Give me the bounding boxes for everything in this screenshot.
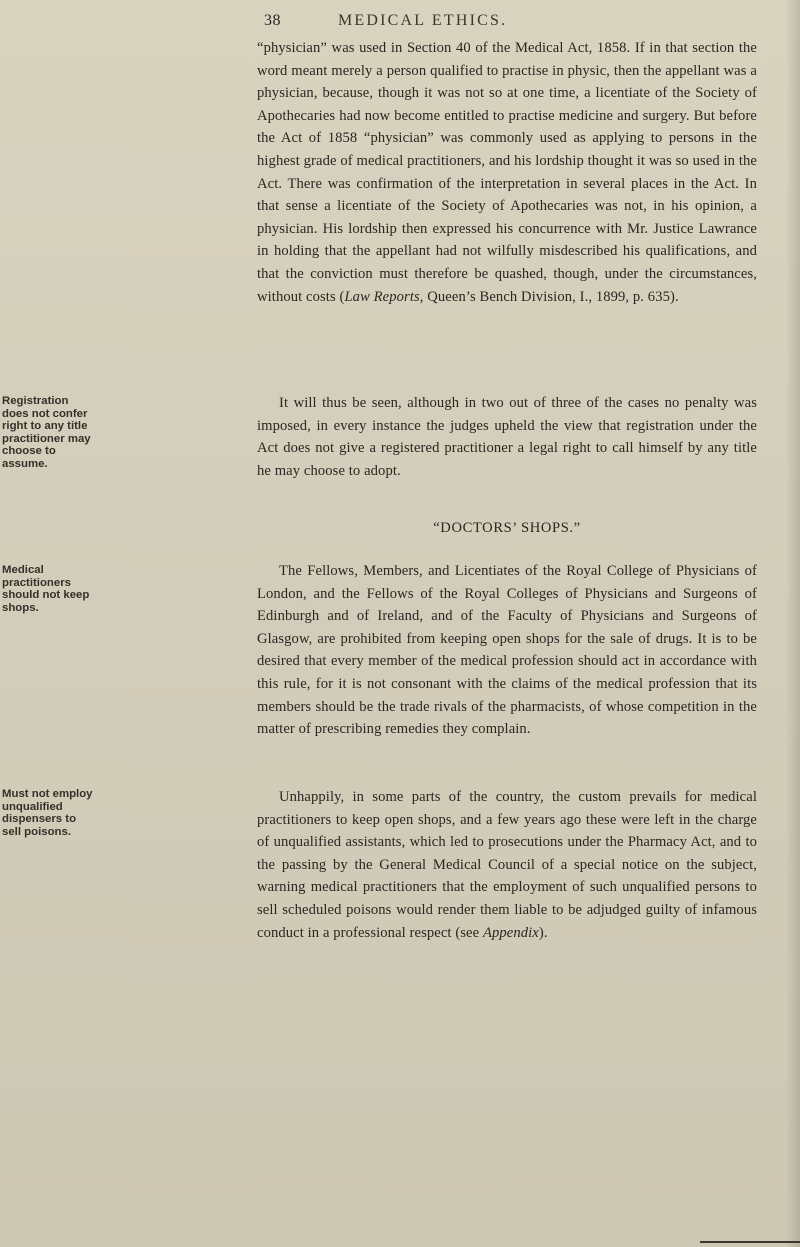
book-title: MEDICAL ETHICS. (338, 12, 508, 29)
page-edge-shadow (786, 0, 800, 1247)
sidenote-shops: Medical practitioners should not keep shops. (2, 564, 90, 614)
bottom-rule (700, 1241, 800, 1243)
appendix-reference: Appendix (482, 924, 539, 941)
section-heading-doctors-shops: “DOCTORS’ SHOPS.” (433, 520, 581, 536)
paragraph-text: The Fellows, Members, and Licentiates of the Royal College of Physicians of London, and the Fellows of the Royal Colleges of Physicians and Surgeons of Edinburgh and of Ireland, and of the Faculty of Physicians and Surgeons of Glasgow, are prohibited from keeping open shops for the sale of drugs. It is to be desired that every member of the medical profession should act in accordance with this rule, for it is not consonant with the claims of the medical profession that its members should be the trade rivals of the pharmacists, of whose competition in the matter of prescribing remedies they complain. (257, 563, 757, 738)
paragraph-text-end: ). (538, 924, 548, 941)
sidenote-poisons: Must not employ unqualified dispensers to sell poisons. (2, 788, 93, 838)
running-head (0, 8, 800, 32)
law-reports-citation: Law Reports, (344, 288, 424, 305)
paragraph-unqualified-assistants (257, 786, 757, 944)
paragraph-open-shops-rule (257, 560, 757, 741)
paragraph-registration-title (257, 392, 757, 482)
paragraph-text: It will thus be seen, although in two out of three of the cases no penalty was imposed, in every instance the judges upheld the view that registration under the Act does not give a registered practitioner a legal right to call himself by any title he may choose to adopt. (257, 395, 757, 479)
page-number: 38 (264, 12, 281, 29)
paragraph-text-end: Queen’s Bench Division, I., 1899, p. 635). (423, 288, 679, 305)
paragraph-text: “physician” was used in Section 40 of the Medical Act, 1858. If in that section the word meant merely a person qualified to practise in physic, then the appellant was a physician, because, though it was not so at one time, a licentiate of the Society of Apothecaries had now become entitled to practise medicine and surgery. But before the Act of 1858 “physician” was commonly used as applying to persons in the highest grade of medical practitioners, and his lordship thought it was so used in the Act. There was confirmation of the interpretation in several places in the Act. In that sense a licentiate of the Society of Apothecaries was not, in his opinion, a physician. His lordship then expressed his concurrence with Mr. Justice Lawrance in holding that the appellant had not wilfully misdescribed his qualifications, and that the conviction must therefore be quashed, though, under the circumstances, without costs ( (257, 40, 757, 305)
sidenote-registration: Registration does not confer right to any title practitioner may choose to assume. (2, 395, 91, 470)
paragraph-text: Unhappily, in some parts of the country, the custom prevails for medical practitioners to keep open shops, and a few years ago these were left in the charge of unqualified assistants, which led to prosecutions under the Pharmacy Act, and to the passing by the General Medical Council of a special notice on the subject, warning medical practitioners that the employment of such unqualified persons to sell scheduled poisons would render them liable to be adjudged guilty of infamous conduct in a professional respect (see (257, 789, 757, 941)
paragraph-physician-interpretation (257, 37, 757, 308)
